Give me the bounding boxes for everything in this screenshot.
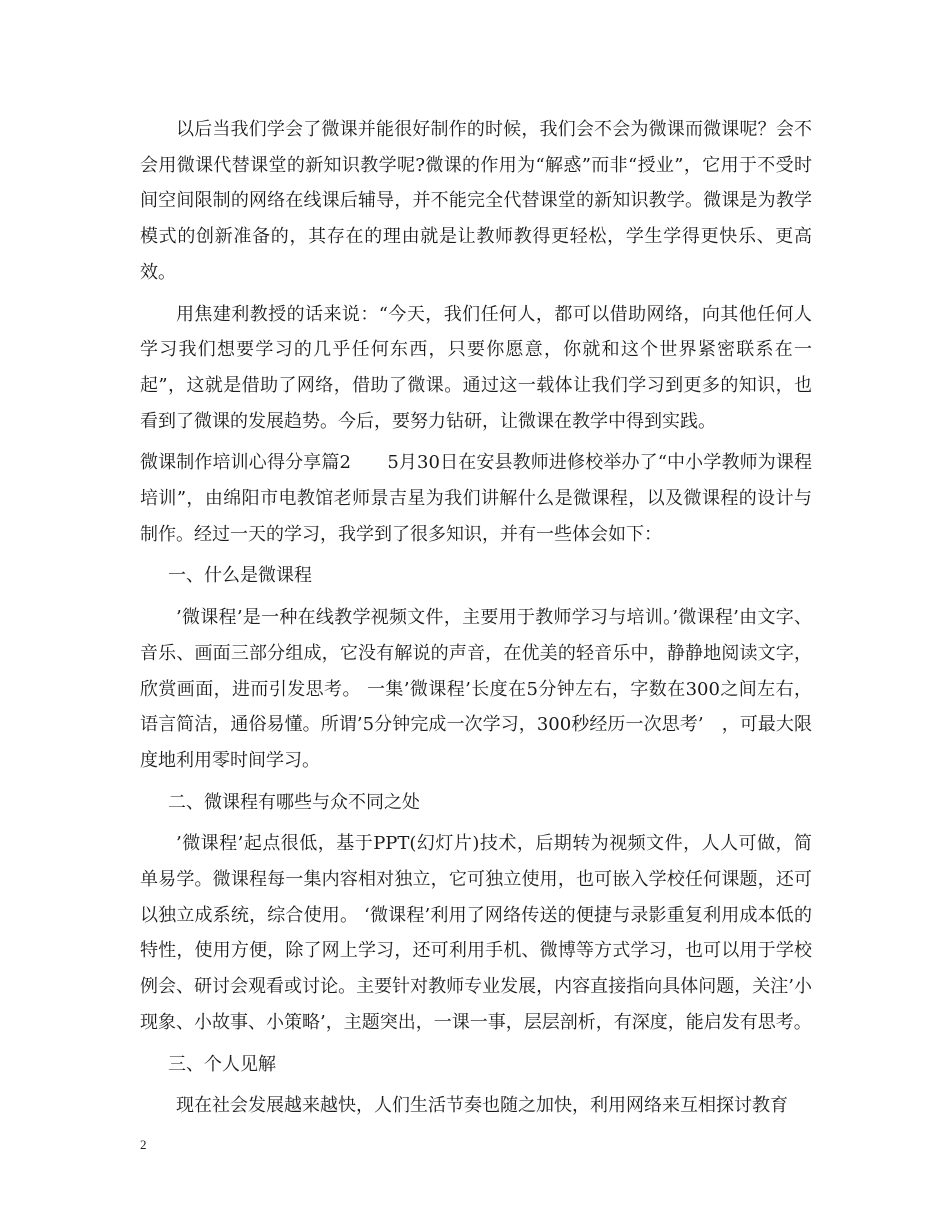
paragraph-article-2-intro: 微课制作培训心得分享篇2 5月30日在安县教师进修校举办了“中小学教师为课程培训”，由绵阳市电教馆老师景吉星为我们讲解什么是微课程，以及微课程的设计与制作。经过一天的学习，我学到了很多知识，并有一些体会如下： <box>140 452 812 545</box>
paragraph-definition: ’微课程’是一种在线教学视频文件，主要用于教师学习与培训。’微课程’由文字、音乐、画面三部分组成，它没有解说的声音，在优美的轻音乐中，静静地阅读文字，欣赏画面，进而引发思考。 一集’微课程’长度在5分钟左右，字数在300之间左右，语言简洁，通俗易懂。所谓’5分钟完成一次学习，300秒经历一次思考’ ，可最大限度地利用零时间学习。 <box>140 607 812 771</box>
paragraph-microlesson-purpose: 以后当我们学会了微课并能很好制作的时候，我们会不会为微课而微课呢？会不会用微课代替课堂的新知识教学呢?微课的作用为“解惑”而非“授业”，它用于不受时间空间限制的网络在线课后辅导，并不能完全代替课堂的新知识教学。微课是为教学模式的创新准备的，其存在的理由就是让教师教得更轻松，学生学得更快乐、更高效。 <box>140 119 812 283</box>
section-heading-differences: 二、微课程有哪些与众不同之处 <box>168 791 420 813</box>
paragraph-professor-quote: 用焦建利教授的话来说：“今天，我们任何人，都可以借助网络，向其他任何人学习我们想要学习的几乎任何东西，只要你愿意，你就和这个世界紧密联系在一起”，这就是借助了网络，借助了微课。通过这一载体让我们学习到更多的知识，也看到了微课的发展趋势。今后，要努力钻研，让微课在教学中得到实践。 <box>140 303 812 432</box>
section-heading-personal-view: 三、个人见解 <box>168 1053 276 1075</box>
paragraph-features: ’微课程’起点很低，基于PPT(幻灯片)技术，后期转为视频文件，人人可做，简单易学。微课程每一集内容相对独立，它可独立使用，也可嵌入学校任何课题，还可以独立成系统，综合使用。 ‘微课程’利用了网络传送的便捷与录影重复利用成本低的特性，使用方便，除了网上学习，还可利用手机、微博等方式学习，也可以用于学校例会、研讨会观看或讨论。主要针对教师专业发展，内容直接指向具体问题，关注’小现象、小故事、小策略’，主题突出，一课一事，层层剖析，有深度，能启发有思考。 <box>140 833 812 1033</box>
page-number: 2 <box>140 1137 147 1152</box>
section-heading-what-is: 一、什么是微课程 <box>168 565 312 587</box>
paragraph-personal-view: 现在社会发展越来越快，人们生活节奏也随之加快，利用网络来互相探讨教育 <box>176 1095 788 1117</box>
document-body <box>140 112 812 1130</box>
